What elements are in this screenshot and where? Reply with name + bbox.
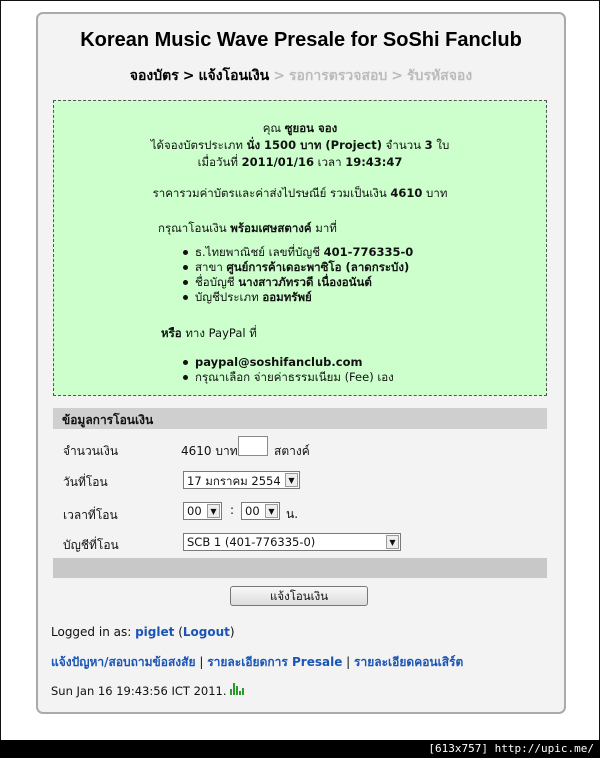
date-prefix: เมื่อวันที่ <box>197 155 242 169</box>
instruction-suffix: มาที่ <box>311 221 337 235</box>
customer-prefix: คุณ <box>262 121 285 135</box>
ticket-prefix: ได้จองบัตรประเภท <box>150 138 247 152</box>
step-notify-transfer: แจ้งโอนเงิน <box>198 68 270 84</box>
progress-steps <box>38 65 564 87</box>
account-name: นางสาวภัทรวดี เนื่องอนันต์ <box>238 275 372 289</box>
server-timestamp: Sun Jan 16 19:43:56 ICT 2011. <box>51 684 227 698</box>
paypal-email: paypal@soshifanclub.com <box>195 355 363 369</box>
or-label: หรือ <box>161 326 182 340</box>
minute-select[interactable] <box>241 502 280 520</box>
total-line <box>54 185 546 203</box>
customer-line <box>54 120 546 138</box>
ticket-unit: ใบ <box>432 138 450 152</box>
satang-input[interactable] <box>238 436 268 456</box>
paren-close: ) <box>229 625 235 639</box>
step-separator: > <box>182 68 195 84</box>
booking-summary-box <box>53 100 547 396</box>
bar-chart-icon[interactable] <box>230 681 247 695</box>
link-separator: | <box>346 655 351 669</box>
chevron-down-icon: ▼ <box>265 504 278 518</box>
branch-label: สาขา <box>195 260 227 274</box>
time-unit: น. <box>286 507 299 521</box>
main-card <box>36 12 566 714</box>
link-separator: | <box>199 655 204 669</box>
account-type: ออมทรัพย์ <box>262 290 312 304</box>
account-select[interactable] <box>183 533 401 551</box>
step-separator: > <box>273 68 285 84</box>
paypal-note: กรุณาเลือก จ่ายค่าธรรมเนียม (Fee) เอง <box>195 370 394 384</box>
list-item <box>181 260 413 275</box>
hour-value: 00 <box>187 504 202 518</box>
presale-details-link[interactable]: รายละเอียดการ Presale <box>207 655 343 669</box>
section-title: ข้อมูลการโอนเงิน <box>62 413 154 427</box>
step-separator: > <box>391 68 404 84</box>
account-value: SCB 1 (401-776335-0) <box>187 535 316 549</box>
list-item <box>181 275 413 290</box>
paypal-intro <box>161 325 257 343</box>
total-prefix: ราคารวมค่าบัตรและค่าส่งไปรษณีย์ รวมเป็นเงิน <box>152 186 391 200</box>
step-await-verification: รอการตรวจสอบ <box>288 68 388 84</box>
bank-details-list <box>181 245 413 305</box>
instruction-emphasis: พร้อมเศษสตางค์ <box>230 221 312 235</box>
total-unit: บาท <box>422 186 448 200</box>
account-type-label: บัญชีประเภท <box>195 290 263 304</box>
amount-value: 4610 บาท <box>181 444 238 458</box>
booking-time: 19:43:47 <box>345 155 403 169</box>
transfer-date-value: 17 มกราคม 2554 <box>187 474 281 488</box>
time-label: เวลาที่โอน <box>63 508 118 522</box>
login-status <box>51 625 235 639</box>
ticket-qty: 3 <box>424 138 433 152</box>
transfer-instruction <box>158 220 337 238</box>
date-label: วันที่โอน <box>63 475 108 489</box>
step-receive-code: รับรหัสจอง <box>407 68 473 84</box>
amount-label: จำนวนเงิน <box>63 444 119 458</box>
ticket-qty-label: จำนวน <box>381 138 425 152</box>
paypal-list <box>181 355 394 385</box>
time-prefix: เวลา <box>313 155 346 169</box>
form-footer-bar <box>53 558 547 578</box>
account-label: บัญชีที่โอน <box>63 538 119 552</box>
list-item <box>181 370 394 385</box>
image-host-banner <box>0 740 600 758</box>
total-amount: 4610 <box>390 186 423 200</box>
transfer-date-select[interactable] <box>183 471 300 489</box>
username-link[interactable]: piglet <box>135 625 175 639</box>
list-item <box>181 355 394 370</box>
step-book-ticket: จองบัตร <box>129 68 179 84</box>
hour-select[interactable] <box>183 502 222 520</box>
transfer-info-header <box>53 408 547 429</box>
submit-transfer-button[interactable]: แจ้งโอนเงิน <box>230 586 368 606</box>
ticket-line <box>54 137 546 155</box>
concert-details-link[interactable]: รายละเอียดคอนเสิร์ต <box>354 655 464 669</box>
list-item <box>181 290 413 305</box>
logout-link[interactable]: Logout <box>182 625 230 639</box>
chevron-down-icon: ▼ <box>386 535 399 549</box>
satang-unit: สตางค์ <box>274 444 310 458</box>
footer-links <box>51 653 463 672</box>
time-colon: : <box>230 503 235 517</box>
account-name-label: ชื่อบัญชี <box>195 275 239 289</box>
booking-date-line <box>54 154 546 172</box>
bank-branch: ศูนย์การค้าเดอะพาซิโอ (ลาดกระบัง) <box>226 260 410 274</box>
chevron-down-icon: ▼ <box>285 473 298 487</box>
banner-text: [613x757] http://upic.me/ <box>428 742 594 755</box>
paren-open: ( <box>174 625 183 639</box>
bank-account-number: 401-776335-0 <box>323 245 414 259</box>
paypal-intro-text: ทาง PayPal ที่ <box>181 326 257 340</box>
logged-in-label: Logged in as: <box>51 625 136 639</box>
instruction-prefix: กรุณาโอนเงิน <box>158 221 231 235</box>
page-title: Korean Music Wave Presale for SoShi Fanclub <box>80 29 522 51</box>
chevron-down-icon: ▼ <box>207 504 220 518</box>
customer-name: ซูยอน จอง <box>284 121 338 135</box>
report-problem-link[interactable]: แจ้งปัญหา/สอบถามข้อสงสัย <box>51 655 196 669</box>
list-item <box>181 245 413 260</box>
booking-date: 2011/01/16 <box>241 155 314 169</box>
minute-value: 00 <box>245 504 260 518</box>
ticket-type: นั่ง 1500 บาท (Project) <box>246 138 382 152</box>
bank-label: ธ.ไทยพาณิชย์ เลขที่บัญชี <box>195 245 324 259</box>
